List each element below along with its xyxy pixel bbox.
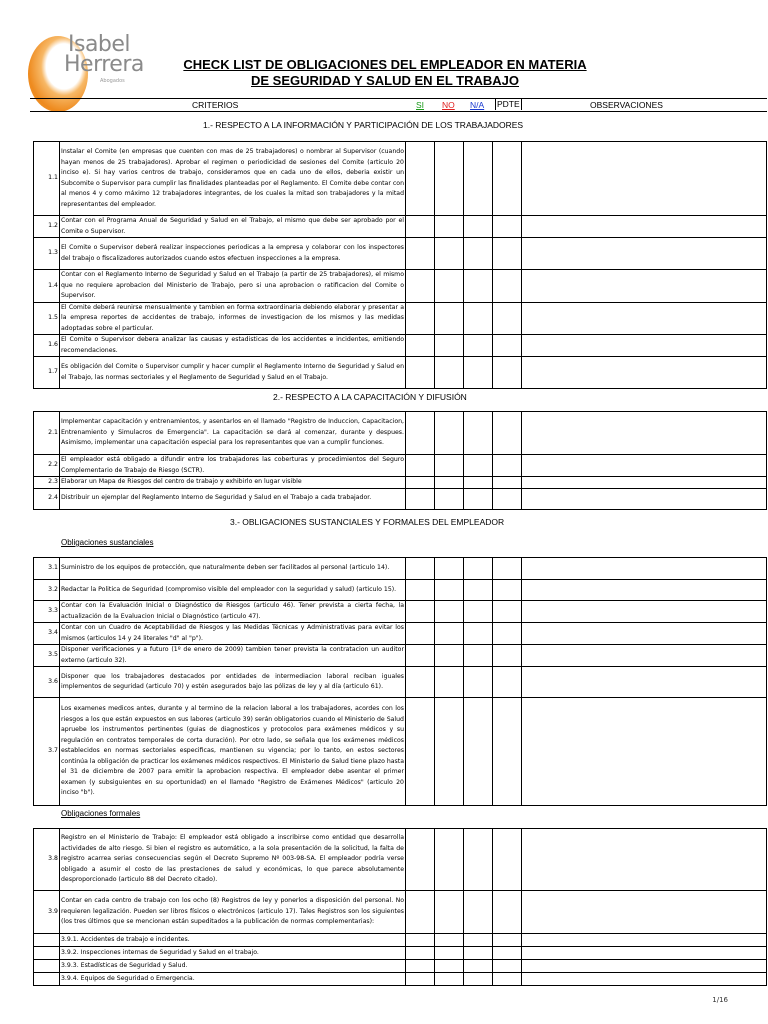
na-cell[interactable]: [464, 973, 493, 986]
observaciones-cell[interactable]: [522, 667, 767, 698]
na-cell[interactable]: [464, 412, 493, 455]
si-cell[interactable]: [406, 335, 435, 357]
checklist-row: [34, 580, 767, 601]
si-cell[interactable]: [406, 973, 435, 986]
item-number: [34, 973, 60, 986]
no-cell[interactable]: [435, 891, 464, 934]
observaciones-cell[interactable]: [522, 645, 767, 667]
pdte-cell[interactable]: [493, 580, 522, 601]
item-number: 3.7: [34, 698, 60, 806]
header-observaciones: OBSERVACIONES: [590, 100, 663, 110]
no-cell[interactable]: [435, 580, 464, 601]
na-cell[interactable]: [464, 142, 493, 216]
na-cell[interactable]: [464, 558, 493, 580]
item-number: 2.2: [34, 455, 60, 477]
header-pdte: PDTE: [497, 99, 520, 109]
observaciones-cell[interactable]: [522, 238, 767, 270]
checklist-row: [34, 238, 767, 270]
si-cell[interactable]: [406, 216, 435, 238]
header-na: N/A: [470, 100, 485, 110]
pdte-cell[interactable]: [493, 645, 522, 667]
observaciones-cell[interactable]: [522, 142, 767, 216]
header-si: SI: [416, 100, 425, 110]
item-number: 1.2: [34, 216, 60, 238]
observaciones-cell[interactable]: [522, 829, 767, 891]
title-line-2: DE SEGURIDAD Y SALUD EN EL TRABAJO: [251, 73, 519, 88]
item-description: 3.9.3. Estadísticas de Seguridad y Salud.: [60, 960, 406, 973]
item-number: 1.5: [34, 302, 60, 335]
item-description: Es obligación del Comite o Supervisor cumplir y hacer cumplir el Reglamento Interno de Seguridad y Salud en el Trabajo, las normas sectoriales y el Reglamento de Seguridad y Salud en el Trabajo.: [60, 357, 406, 389]
checklist-row: [34, 601, 767, 623]
na-cell[interactable]: [464, 891, 493, 934]
item-description: Distribuir un ejemplar del Reglamento Interno de Seguridad y Salud en el Trabajo a cada trabajador.: [60, 488, 406, 509]
no-cell[interactable]: [435, 302, 464, 335]
si-cell[interactable]: [406, 623, 435, 645]
logo-text-line1: Isabel: [68, 32, 131, 57]
si-cell[interactable]: [406, 934, 435, 947]
observaciones-cell[interactable]: [522, 934, 767, 947]
item-description: El Comite o Supervisor debera analizar las causas y estadisticas de los accidentes e incidentes, emitiendo recomendaciones.: [60, 335, 406, 357]
si-cell[interactable]: [406, 488, 435, 509]
na-cell[interactable]: [464, 960, 493, 973]
si-cell[interactable]: [406, 142, 435, 216]
na-cell[interactable]: [464, 238, 493, 270]
observaciones-cell[interactable]: [522, 302, 767, 335]
item-number: 3.5: [34, 645, 60, 667]
checklist-row: [34, 829, 767, 891]
no-cell[interactable]: [435, 455, 464, 477]
subheading-sustanciales: Obligaciones sustanciales: [61, 538, 154, 547]
na-cell[interactable]: [464, 488, 493, 509]
item-description: Contar en cada centro de trabajo con los ocho (8) Registros de ley y ponerlos a disposición del personal. No requieren legalización. Pueden ser libros físicos o electrónicos (articulo 17). Tales Registros son los siguientes (los tres últimos que se mencionan están supeditados a la publicación de normas complementarias):: [60, 891, 406, 934]
no-cell[interactable]: [435, 412, 464, 455]
column-header-bar: [30, 98, 767, 112]
pdte-cell[interactable]: [493, 302, 522, 335]
na-cell[interactable]: [464, 216, 493, 238]
section-2-table: [33, 411, 767, 510]
item-number: 3.6: [34, 667, 60, 698]
observaciones-cell[interactable]: [522, 558, 767, 580]
observaciones-cell[interactable]: [522, 357, 767, 389]
no-cell[interactable]: [435, 960, 464, 973]
item-description: Elaborar un Mapa de Riesgos del centro de trabajo y exhibirlo en lugar visible: [60, 477, 406, 489]
pdte-cell[interactable]: [493, 216, 522, 238]
pdte-cell[interactable]: [493, 488, 522, 509]
item-description: 3.9.2. Inspecciones internas de Seguridad y Salud en el trabajo.: [60, 947, 406, 960]
no-cell[interactable]: [435, 216, 464, 238]
section-3-title: 3.- OBLIGACIONES SUSTANCIALES Y FORMALES DEL EMPLEADOR: [230, 517, 505, 527]
logo-text-line3: Abogados: [100, 78, 125, 84]
checklist-row: [34, 142, 767, 216]
observaciones-cell[interactable]: [522, 477, 767, 489]
observaciones-cell[interactable]: [522, 412, 767, 455]
item-description: 3.9.1. Accidentes de trabajo e incidentes.: [60, 934, 406, 947]
pdte-cell[interactable]: [493, 973, 522, 986]
item-number: 1.7: [34, 357, 60, 389]
item-description: Redactar la Politica de Seguridad (compromiso visible del empleador con la seguridad y salud) (articulo 15).: [60, 580, 406, 601]
checklist-row: [34, 302, 767, 335]
item-number: 1.6: [34, 335, 60, 357]
na-cell[interactable]: [464, 580, 493, 601]
si-cell[interactable]: [406, 238, 435, 270]
no-cell[interactable]: [435, 934, 464, 947]
item-number: 3.3: [34, 601, 60, 623]
header-criterios: CRITERIOS: [192, 100, 239, 110]
no-cell[interactable]: [435, 601, 464, 623]
no-cell[interactable]: [435, 645, 464, 667]
title-line-1: CHECK LIST DE OBLIGACIONES DEL EMPLEADOR EN MATERIA: [183, 57, 587, 72]
si-cell[interactable]: [406, 829, 435, 891]
observaciones-cell[interactable]: [522, 623, 767, 645]
na-cell[interactable]: [464, 477, 493, 489]
observaciones-cell[interactable]: [522, 601, 767, 623]
no-cell[interactable]: [435, 558, 464, 580]
si-cell[interactable]: [406, 302, 435, 335]
checklist-row: [34, 667, 767, 698]
na-cell[interactable]: [464, 645, 493, 667]
observaciones-cell[interactable]: [522, 335, 767, 357]
item-description: Disponer verificaciones y a futuro (1º de enero de 2009) tambien tener prevista la contratacion un auditor externo (articulo 32).: [60, 645, 406, 667]
pdte-cell[interactable]: [493, 934, 522, 947]
no-cell[interactable]: [435, 357, 464, 389]
checklist-row: [34, 973, 767, 986]
checklist-row: [34, 477, 767, 489]
no-cell[interactable]: [435, 667, 464, 698]
si-cell[interactable]: [406, 947, 435, 960]
pdte-cell[interactable]: [493, 335, 522, 357]
pdte-cell[interactable]: [493, 698, 522, 806]
pdte-cell[interactable]: [493, 891, 522, 934]
na-cell[interactable]: [464, 601, 493, 623]
pdte-cell[interactable]: [493, 357, 522, 389]
na-cell[interactable]: [464, 829, 493, 891]
pdte-cell[interactable]: [493, 270, 522, 303]
si-cell[interactable]: [406, 645, 435, 667]
pdte-cell[interactable]: [493, 455, 522, 477]
item-number: 2.1: [34, 412, 60, 455]
item-number: 3.8: [34, 829, 60, 891]
item-description: Disponer que los trabajadores destacados por entidades de intermediacion laboral reciban iguales implementos de seguridad (articulo 70) y estén asegurados bajo las pólizas de ley y al día (articulo 61).: [60, 667, 406, 698]
observaciones-cell[interactable]: [522, 270, 767, 303]
checklist-row: [34, 558, 767, 580]
checklist-row: [34, 216, 767, 238]
pdte-cell[interactable]: [493, 960, 522, 973]
pdte-cell[interactable]: [493, 477, 522, 489]
section-3-formales-table: [33, 828, 767, 986]
checklist-row: [34, 645, 767, 667]
si-cell[interactable]: [406, 558, 435, 580]
item-description: El Comite o Supervisor deberá realizar inspecciones periodicas a la empresa y colaborar con los inspectores del trabajo o fiscalizadores autorizados cuando estos efectuen inspecciones a la empresa.: [60, 238, 406, 270]
item-description: Implementar capacitación y entrenamientos, y asentarlos en el llamado "Registro de Induccion, Capacitacion, Entrenamiento y Simulacros de Emergencia". La capacitación se dará al comenzar, durante y despues. Asimismo, implementar una capacitación especial para los representantes que van a cumplir funciones.: [60, 412, 406, 455]
no-cell[interactable]: [435, 142, 464, 216]
na-cell[interactable]: [464, 455, 493, 477]
no-cell[interactable]: [435, 698, 464, 806]
item-description: Contar con el Programa Anual de Seguridad y Salud en el Trabajo, el mismo que debe ser aprobado por el Comite o Supervisor.: [60, 216, 406, 238]
document-title: [150, 57, 620, 89]
observaciones-cell[interactable]: [522, 216, 767, 238]
item-number: 3.9: [34, 891, 60, 934]
no-cell[interactable]: [435, 335, 464, 357]
observaciones-cell[interactable]: [522, 973, 767, 986]
si-cell[interactable]: [406, 698, 435, 806]
item-description: Registro en el Ministerio de Trabajo: El empleador está obligado a inscribirse como entidad que desarrolla actividades de alto riesgo. Si bien el registro es automático, a la sola presentación de la solicitud, la falta de registro acarrea serias consecuencias según el Decreto Supremo Nº 003-98-SA. El empleador podría verse obligado a asumir el costo de las prestaciones de salud y económicas, lo que parece absolutamente desproporcionado (articulo 88 del Decreto citado).: [60, 829, 406, 891]
si-cell[interactable]: [406, 601, 435, 623]
item-number: 3.2: [34, 580, 60, 601]
si-cell[interactable]: [406, 357, 435, 389]
section-1-title: 1.- RESPECTO A LA INFORMACIÓN Y PARTICIPACIÓN DE LOS TRABAJADORES: [203, 120, 524, 130]
na-cell[interactable]: [464, 667, 493, 698]
observaciones-cell[interactable]: [522, 947, 767, 960]
si-cell[interactable]: [406, 412, 435, 455]
observaciones-cell[interactable]: [522, 960, 767, 973]
item-number: 2.3: [34, 477, 60, 489]
logo-text-line2: Herrera: [64, 52, 144, 77]
checklist-row: [34, 623, 767, 645]
no-cell[interactable]: [435, 477, 464, 489]
checklist-row: [34, 698, 767, 806]
no-cell[interactable]: [435, 238, 464, 270]
observaciones-cell[interactable]: [522, 455, 767, 477]
item-number: [34, 960, 60, 973]
si-cell[interactable]: [406, 891, 435, 934]
item-number: 1.4: [34, 270, 60, 303]
item-description: Contar con el Reglamento Interno de Seguridad y Salud en el Trabajo (a partir de 25 trabajadores), el mismo que no requiere aprobacion del Ministerio de Trabajo, pero si una aprobacion o ratificacion del Comite o Supervisor.: [60, 270, 406, 303]
checklist-row: [34, 357, 767, 389]
item-number: 1.1: [34, 142, 60, 216]
pdte-cell[interactable]: [493, 601, 522, 623]
si-cell[interactable]: [406, 477, 435, 489]
pdte-cell[interactable]: [493, 829, 522, 891]
no-cell[interactable]: [435, 829, 464, 891]
pdte-cell[interactable]: [493, 238, 522, 270]
item-number: 1.3: [34, 238, 60, 270]
na-cell[interactable]: [464, 934, 493, 947]
item-number: 3.4: [34, 623, 60, 645]
checklist-row: [34, 335, 767, 357]
observaciones-cell[interactable]: [522, 698, 767, 806]
section-3-sustanciales-table: [33, 557, 767, 806]
checklist-row: [34, 947, 767, 960]
pdte-cell[interactable]: [493, 558, 522, 580]
si-cell[interactable]: [406, 960, 435, 973]
observaciones-cell[interactable]: [522, 891, 767, 934]
checklist-row: [34, 270, 767, 303]
item-description: El Comite deberá reunirse mensualmente y tambien en forma extraordinaria debiendo elaborar y presentar a la empresa reportes de accidentes de trabajo, informes de investigacion de los mismos y las medidas adoptadas sobre el particular.: [60, 302, 406, 335]
na-cell[interactable]: [464, 270, 493, 303]
no-cell[interactable]: [435, 623, 464, 645]
observaciones-cell[interactable]: [522, 580, 767, 601]
na-cell[interactable]: [464, 357, 493, 389]
na-cell[interactable]: [464, 947, 493, 960]
pdte-cell[interactable]: [493, 142, 522, 216]
si-cell[interactable]: [406, 455, 435, 477]
item-description: Instalar el Comite (en empresas que cuenten con mas de 25 trabajadores) o nombrar al Supervisor (cuando hayan menos de 25 trabajadores). Aprobar el regimen o periodicidad de sesiones del Comite (articulo 20 inciso e). Si hay varios centros de trabajo, consideramos que en cada uno de ellos, deberia existir un Subcomite o Supervisor para cumplir las finalidades planteadas por el Reglamento. El Comite debe contar con al menos 4 y como máximo 12 trabajadores integrantes, de los cuales la mitad son trabajadores y la mitad representantes del empleador.: [60, 142, 406, 216]
checklist-row: [34, 455, 767, 477]
no-cell[interactable]: [435, 973, 464, 986]
checklist-row: [34, 488, 767, 509]
item-number: [34, 947, 60, 960]
section-2-title: 2.- RESPECTO A LA CAPACITACIÓN Y DIFUSIÓN: [273, 392, 467, 402]
item-number: [34, 934, 60, 947]
na-cell[interactable]: [464, 335, 493, 357]
checklist-row: [34, 412, 767, 455]
no-cell[interactable]: [435, 947, 464, 960]
item-description: Contar con un Cuadro de Aceptabilidad de Riesgos y las Medidas Técnicas y Administrativas para evitar los mismos (articulos 14 y 24 literales "d" al "p").: [60, 623, 406, 645]
item-description: Suministro de los equipos de protección, que naturalmente deben ser facilitados al personal (articulo 14).: [60, 558, 406, 580]
na-cell[interactable]: [464, 698, 493, 806]
observaciones-cell[interactable]: [522, 488, 767, 509]
checklist-row: [34, 934, 767, 947]
pdte-cell[interactable]: [493, 623, 522, 645]
page-number: 1/16: [712, 996, 728, 1004]
no-cell[interactable]: [435, 488, 464, 509]
pdte-cell[interactable]: [493, 947, 522, 960]
subheading-formales: Obligaciones formales: [61, 809, 141, 818]
pdte-cell[interactable]: [493, 667, 522, 698]
si-cell[interactable]: [406, 667, 435, 698]
item-description: Contar con la Evaluación Inicial o Diagnóstico de Riesgos (articulo 46). Tener prevista a cierta fecha, la actualización de la Evaluacion Inicial o Diagnóstico (articulo 47).: [60, 601, 406, 623]
si-cell[interactable]: [406, 270, 435, 303]
si-cell[interactable]: [406, 580, 435, 601]
item-description: El empleador está obligado a difundir entre los trabajadores las coberturas y procedimientos del Seguro Complementario de Trabajo de Riesgo (SCTR).: [60, 455, 406, 477]
checklist-row: [34, 960, 767, 973]
item-description: Los examenes medicos antes, durante y al termino de la relacion laboral a los trabajadores, acordes con los riesgos a los que están expuestos en sus labores (articulo 39) serán obligatorios cuando el Ministerio de Salud apruebe los instrumentos pertinentes (guias de diagnosticos y protocolos para exámenes médicos y su regulación en contratos temporales de corta duración). Por otro lado, se señala que los exámenes médicos establecidos en normas sectoriales especificas, mantienen su vigencia; por lo tanto, en estos sectores continúa la obligación de practicar los exámenes médicos respectivos. El Ministerio de Salud tiene plazo hasta el 31 de diciembre de 2007 para emitir la aprobacion respectiva. El empleador debe asentar el primer examen (y subsiguientes en su oportunidad) en el llamado "Registro de Exámenes Médicos" (articulo 20 inciso "b").: [60, 698, 406, 806]
header-no: NO: [442, 100, 455, 110]
item-number: 3.1: [34, 558, 60, 580]
no-cell[interactable]: [435, 270, 464, 303]
section-1-table: [33, 141, 767, 389]
pdte-cell[interactable]: [493, 412, 522, 455]
item-description: 3.9.4. Equipos de Seguridad o Emergencia.: [60, 973, 406, 986]
item-number: 2.4: [34, 488, 60, 509]
na-cell[interactable]: [464, 302, 493, 335]
checklist-row: [34, 891, 767, 934]
na-cell[interactable]: [464, 623, 493, 645]
